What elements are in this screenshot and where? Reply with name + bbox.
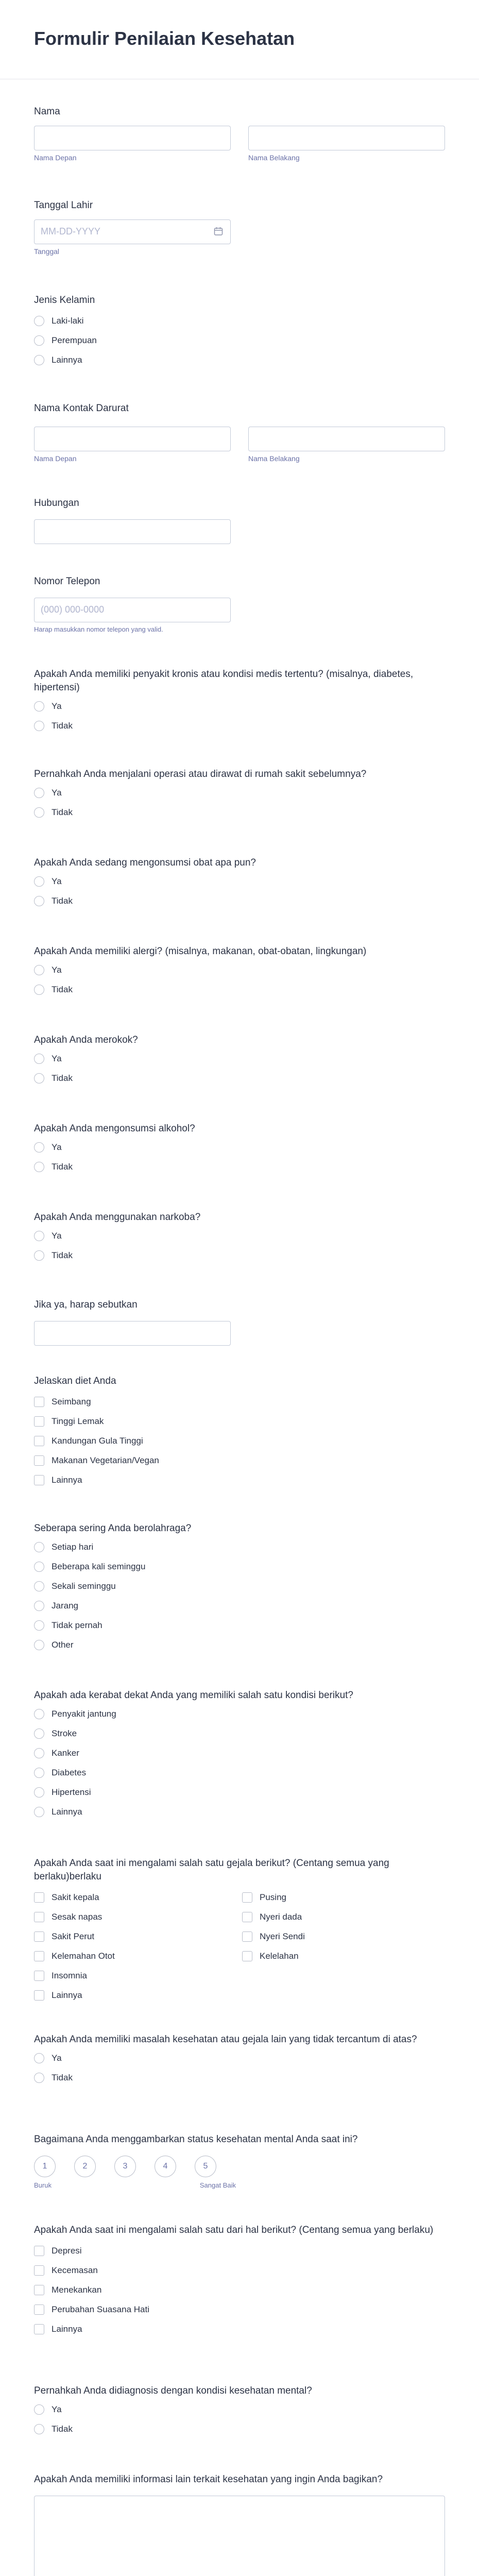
mental-health-scale-question	[34, 2133, 445, 2189]
checkbox-icon[interactable]	[34, 2265, 44, 2276]
chronic-question	[34, 668, 445, 736]
radio-icon[interactable]	[34, 1640, 44, 1650]
rating-option[interactable]: 1	[34, 2156, 56, 2177]
alcohol-label: Apakah Anda mengonsumsi alkohol?	[34, 1123, 195, 1134]
chronic-option-yes[interactable]: Ya	[34, 697, 445, 716]
diet-option[interactable]: Tinggi Lemak	[34, 1412, 445, 1431]
relatives-option[interactable]: Diabetes	[34, 1763, 445, 1783]
gender-group	[34, 294, 445, 370]
symptom-option[interactable]: Kelelahan	[242, 1946, 446, 1966]
checkbox-icon[interactable]	[34, 2324, 44, 2334]
radio-icon[interactable]	[34, 788, 44, 798]
rating-option[interactable]: 4	[155, 2156, 176, 2177]
checkbox-icon[interactable]	[34, 1931, 44, 1942]
emergency-last-sub: Nama Belakang	[248, 454, 300, 463]
emergency-last-name-input[interactable]	[248, 427, 445, 451]
relatives-option[interactable]: Penyakit jantung	[34, 1704, 445, 1724]
checkbox-icon[interactable]	[242, 1951, 252, 1961]
checkbox-icon[interactable]	[34, 1397, 44, 1407]
mental-conditions-label: Apakah Anda saat ini mengalami salah satu dari hal berikut? (Centang semua yang berlaku)	[34, 2225, 434, 2235]
radio-icon[interactable]	[34, 896, 44, 906]
radio-icon[interactable]	[34, 2073, 44, 2083]
checkbox-icon[interactable]	[34, 1892, 44, 1903]
mental-health-label: Bagaimana Anda menggambarkan status kesehatan mental Anda saat ini?	[34, 2134, 358, 2145]
radio-icon[interactable]	[34, 721, 44, 731]
symptom-option[interactable]: Pusing	[242, 1888, 446, 1907]
mental-condition-option[interactable]: Kecemasan	[34, 2261, 445, 2280]
symptom-option[interactable]: Lainnya	[34, 1986, 238, 2005]
phone-input[interactable]: (000) 000-0000	[34, 598, 231, 622]
allergy-option-no[interactable]: Tidak	[34, 980, 445, 999]
alcohol-question	[34, 1122, 445, 1177]
diet-option[interactable]: Makanan Vegetarian/Vegan	[34, 1451, 445, 1470]
drug-option-no[interactable]: Tidak	[34, 1246, 445, 1265]
drug-option-yes[interactable]: Ya	[34, 1226, 445, 1246]
birthdate-input[interactable]	[34, 219, 231, 244]
radio-icon[interactable]	[34, 876, 44, 887]
gender-option[interactable]: Laki-laki	[34, 311, 445, 331]
medication-option-yes[interactable]: Ya	[34, 872, 445, 891]
diagnosed-option-yes[interactable]: Ya	[34, 2400, 445, 2419]
radio-icon[interactable]	[34, 1709, 44, 1719]
radio-icon[interactable]	[34, 1728, 44, 1739]
mental-condition-option[interactable]: Menekankan	[34, 2280, 445, 2300]
surgery-option-no[interactable]: Tidak	[34, 803, 445, 822]
rating-option[interactable]: 5	[195, 2156, 216, 2177]
symptom-option[interactable]: Sakit kepala	[34, 1888, 238, 1907]
symptom-option[interactable]: Kelemahan Otot	[34, 1946, 238, 1966]
symptoms-question	[34, 1857, 445, 2005]
checkbox-icon[interactable]	[34, 1436, 44, 1446]
radio-icon[interactable]	[34, 1807, 44, 1817]
smoking-option-no[interactable]: Tidak	[34, 1069, 445, 1088]
diagnosed-label: Pernahkah Anda didiagnosis dengan kondisi kesehatan mental?	[34, 2385, 312, 2396]
checkbox-icon[interactable]	[34, 1416, 44, 1427]
relatives-question	[34, 1689, 445, 1822]
relationship-group	[34, 497, 445, 544]
radio-icon[interactable]	[34, 1562, 44, 1572]
exercise-option[interactable]: Sekali seminggu	[34, 1577, 445, 1596]
radio-icon[interactable]	[34, 1073, 44, 1083]
last-name-sub: Nama Belakang	[248, 154, 300, 162]
checkbox-icon[interactable]	[34, 2285, 44, 2295]
name-field-group	[34, 105, 445, 162]
birthdate-group	[34, 199, 445, 256]
relationship-label: Hubungan	[34, 498, 79, 509]
exercise-option[interactable]: Setiap hari	[34, 1537, 445, 1557]
radio-icon[interactable]	[34, 1748, 44, 1758]
exercise-label: Seberapa sering Anda berolahraga?	[34, 1523, 192, 1534]
radio-icon[interactable]	[34, 1162, 44, 1172]
other-issues-option-no[interactable]: Tidak	[34, 2068, 445, 2088]
diet-option[interactable]: Seimbang	[34, 1392, 445, 1412]
relatives-option[interactable]: Kanker	[34, 1743, 445, 1763]
radio-icon[interactable]	[34, 701, 44, 711]
symptoms-label: Apakah Anda saat ini mengalami salah satu gejala berikut? (Centang semua yang berlaku)berlaku	[34, 1858, 389, 1882]
surgery-option-yes[interactable]: Ya	[34, 783, 445, 803]
alcohol-option-no[interactable]: Tidak	[34, 1157, 445, 1177]
rating-scale	[34, 2156, 445, 2177]
exercise-option[interactable]: Jarang	[34, 1596, 445, 1616]
chronic-label: Apakah Anda memiliki penyakit kronis atau kondisi medis tertentu? (misalnya, diabetes, hipertensi)	[34, 669, 414, 693]
allergy-option-yes[interactable]: Ya	[34, 960, 445, 980]
symptom-option[interactable]: Nyeri Sendi	[242, 1927, 446, 1946]
rating-low-label: Buruk	[34, 2181, 52, 2189]
other-info-textarea[interactable]	[34, 2496, 445, 2576]
birthdate-sub: Tanggal	[34, 247, 60, 256]
other-info-label: Apakah Anda memiliki informasi lain terkait kesehatan yang ingin Anda bagikan?	[34, 2474, 383, 2485]
exercise-option[interactable]: Other	[34, 1635, 445, 1655]
exercise-question	[34, 1522, 445, 1655]
mental-condition-option[interactable]: Lainnya	[34, 2319, 445, 2339]
emergency-contact-label: Nama Kontak Darurat	[34, 403, 129, 414]
radio-icon[interactable]	[34, 1787, 44, 1798]
gender-label: Jenis Kelamin	[34, 295, 95, 306]
medication-question	[34, 856, 445, 911]
mental-condition-option[interactable]: Perubahan Suasana Hati	[34, 2300, 445, 2319]
radio-icon[interactable]	[34, 985, 44, 995]
diet-label: Jelaskan diet Anda	[34, 1376, 116, 1386]
checkbox-icon[interactable]	[34, 1990, 44, 2001]
radio-icon[interactable]	[34, 2404, 44, 2415]
gender-option[interactable]: Lainnya	[34, 350, 445, 370]
checkbox-icon[interactable]	[34, 1912, 44, 1922]
diet-option[interactable]: Lainnya	[34, 1470, 445, 1490]
emergency-contact-group	[34, 402, 445, 463]
symptom-option[interactable]: Nyeri dada	[242, 1907, 446, 1927]
relationship-input[interactable]	[34, 519, 231, 544]
diet-question	[34, 1375, 445, 1490]
first-name-sub: Nama Depan	[34, 154, 77, 162]
phone-sub: Harap masukkan nomor telepon yang valid.	[34, 625, 163, 633]
symptom-option[interactable]: Sesak napas	[34, 1907, 238, 1927]
exercise-option[interactable]: Tidak pernah	[34, 1616, 445, 1635]
radio-icon[interactable]	[34, 316, 44, 326]
smoking-label: Apakah Anda merokok?	[34, 1035, 138, 1045]
relatives-label: Apakah ada kerabat dekat Anda yang memiliki salah satu kondisi berikut?	[34, 1690, 353, 1701]
smoking-question	[34, 1033, 445, 1088]
form-title: Formulir Penilaian Kesehatan	[34, 28, 295, 49]
radio-icon[interactable]	[34, 1231, 44, 1241]
relatives-option[interactable]: Stroke	[34, 1724, 445, 1743]
checkbox-icon[interactable]	[34, 2246, 44, 2256]
phone-label: Nomor Telepon	[34, 576, 100, 587]
checkbox-icon[interactable]	[34, 1971, 44, 1981]
checkbox-icon[interactable]	[34, 2304, 44, 2315]
checkbox-icon[interactable]	[242, 1931, 252, 1942]
diagnosed-question	[34, 2384, 445, 2439]
allergy-question	[34, 945, 445, 999]
phone-group	[34, 575, 445, 633]
radio-icon[interactable]	[34, 807, 44, 818]
birthdate-label: Tanggal Lahir	[34, 200, 93, 211]
other-info-group	[34, 2473, 445, 2576]
gender-option[interactable]: Perempuan	[34, 331, 445, 350]
surgery-label: Pernahkah Anda menjalani operasi atau dirawat di rumah sakit sebelumnya?	[34, 769, 367, 779]
checkbox-icon[interactable]	[242, 1912, 252, 1922]
birthdate-placeholder: MM-DD-YYYY	[41, 226, 100, 236]
relatives-option[interactable]: Lainnya	[34, 1802, 445, 1822]
diet-option[interactable]: Kandungan Gula Tinggi	[34, 1431, 445, 1451]
radio-icon[interactable]	[34, 1601, 44, 1611]
drug-label: Apakah Anda menggunakan narkoba?	[34, 1212, 201, 1223]
other-issues-question	[34, 2033, 445, 2088]
medication-option-no[interactable]: Tidak	[34, 891, 445, 911]
radio-icon[interactable]	[34, 1054, 44, 1064]
other-issues-label: Apakah Anda memiliki masalah kesehatan atau gejala lain yang tidak tercantum di atas?	[34, 2034, 417, 2045]
other-issues-option-yes[interactable]: Ya	[34, 2048, 445, 2068]
emergency-first-name-input[interactable]	[34, 427, 231, 451]
checkbox-icon[interactable]	[34, 1455, 44, 1466]
calendar-icon[interactable]	[214, 227, 223, 236]
radio-icon[interactable]	[34, 355, 44, 365]
radio-icon[interactable]	[34, 335, 44, 346]
symptom-option[interactable]: Insomnia	[34, 1966, 238, 1986]
if-yes-label: Jika ya, harap sebutkan	[34, 1299, 138, 1310]
alcohol-option-yes[interactable]: Ya	[34, 1138, 445, 1157]
form-header	[0, 0, 479, 79]
if-yes-input[interactable]	[34, 1321, 231, 1346]
rating-option[interactable]: 3	[114, 2156, 136, 2177]
last-name-input[interactable]	[248, 126, 445, 150]
diagnosed-option-no[interactable]: Tidak	[34, 2419, 445, 2439]
radio-icon[interactable]	[34, 2424, 44, 2434]
smoking-option-yes[interactable]: Ya	[34, 1049, 445, 1069]
if-yes-group	[34, 1298, 445, 1346]
mental-conditions-question	[34, 2224, 445, 2339]
relatives-option[interactable]: Hipertensi	[34, 1783, 445, 1802]
radio-icon[interactable]	[34, 1620, 44, 1631]
medication-label: Apakah Anda sedang mengonsumsi obat apa pun?	[34, 857, 256, 868]
radio-icon[interactable]	[34, 965, 44, 975]
chronic-option-no[interactable]: Tidak	[34, 716, 445, 736]
checkbox-icon[interactable]	[34, 1475, 44, 1485]
checkbox-icon[interactable]	[242, 1892, 252, 1903]
radio-icon[interactable]	[34, 1542, 44, 1552]
drug-question	[34, 1211, 445, 1265]
radio-icon[interactable]	[34, 1142, 44, 1153]
checkbox-icon[interactable]	[34, 1951, 44, 1961]
surgery-question	[34, 768, 445, 822]
radio-icon[interactable]	[34, 1768, 44, 1778]
radio-icon[interactable]	[34, 1250, 44, 1261]
emergency-first-sub: Nama Depan	[34, 454, 77, 463]
allergy-label: Apakah Anda memiliki alergi? (misalnya, makanan, obat-obatan, lingkungan)	[34, 946, 367, 957]
name-label: Nama	[34, 106, 60, 117]
first-name-input[interactable]	[34, 126, 231, 150]
radio-icon[interactable]	[34, 1581, 44, 1591]
exercise-option[interactable]: Beberapa kali seminggu	[34, 1557, 445, 1577]
symptom-option[interactable]: Sakit Perut	[34, 1927, 238, 1946]
rating-option[interactable]: 2	[74, 2156, 96, 2177]
rating-high-label: Sangat Baik	[199, 2181, 236, 2189]
radio-icon[interactable]	[34, 2053, 44, 2063]
mental-condition-option[interactable]: Depresi	[34, 2241, 445, 2261]
